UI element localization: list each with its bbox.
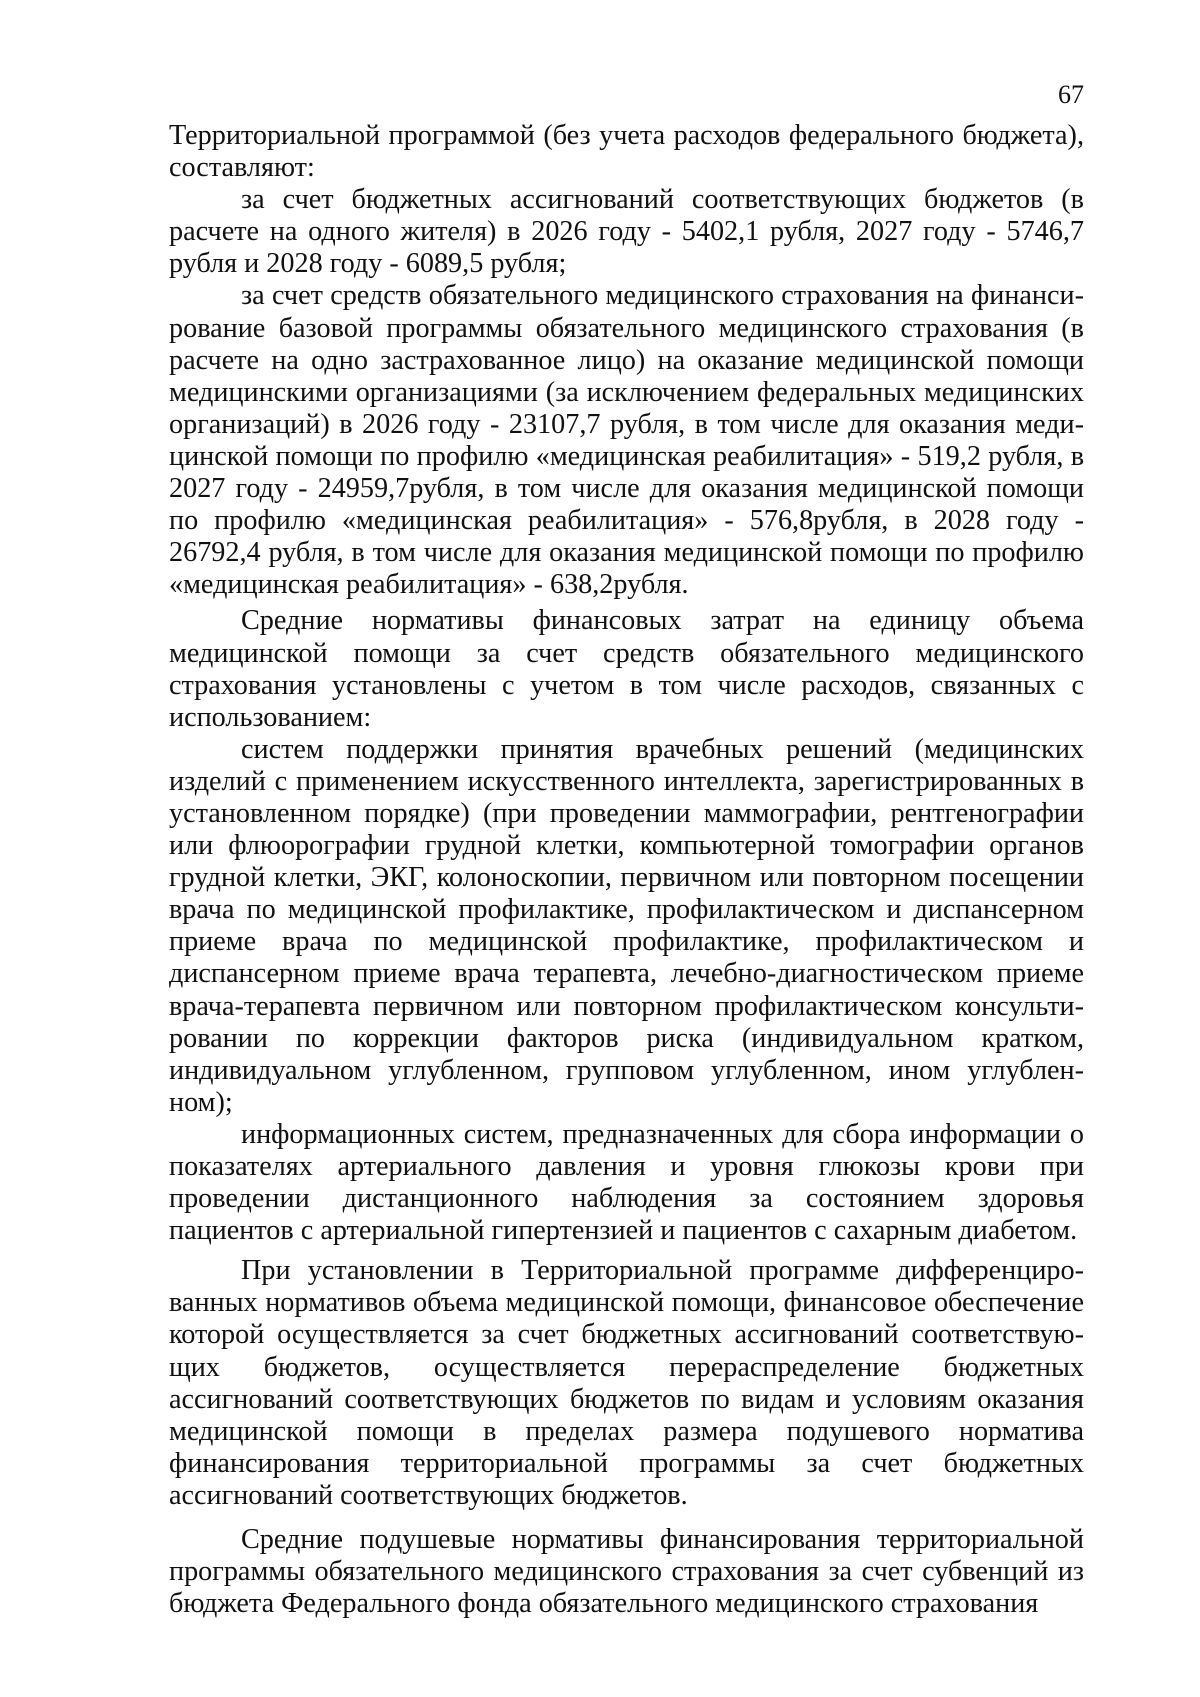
paragraph-average-standards: Средние нормативы финансовых затрат на единицу объема медицинской помощи за счет средств обязательного медицинского страхования установлены с учетом в том числе расходов, связанных с использованием:: [169, 605, 1084, 733]
paragraph-oms-funding: за счет средств обязательного медицинского страхования на финансирование базовой программы обязательного медицинского страхования (в расчете на одно застрахованное лицо) на оказание медицинской помощи медицинскими организациями (за исключением федеральных медицинских организаций) в 2026 году - 23107,7 рубля, в том числе для оказания медицинской помощи по профилю «медицинская реабилитация» - 519,2 рубля, в 2027 году - 24959,7рубля, в том числе для оказания медицинской помощи по профилю «медицинская реабилитация» - 576,8рубля, в 2028 году - 26792,4 рубля, в том числе для оказания медицинской помощи по профилю «медицинская реабилитация» - 638,2рубля.: [169, 280, 1084, 601]
paragraph-decision-support-systems: систем поддержки принятия врачебных решений (медицинских изделий с применением искусственного интеллекта, зарегистрированных в установленном порядке) (при проведении маммографии, рентгенографии или флюорографии грудной клетки, компьютерной томографии органов грудной клетки, ЭКГ, колоноскопии, первичном или повторном посещении врача по медицинской профилактике, профилактическом и диспансерном приеме врача по медицинской профилактике, профилактическом и диспансерном приеме врача терапевта, лечебно-диагностическом приеме врача-терапевта первичном или повторном профилактическом консультировании по коррекции факторов риска (индивидуальном кратком, индивидуальном углубленном, групповом углубленном, ином углубленном);: [169, 733, 1084, 1118]
paragraph-per-capita-standards: Средние подушевые нормативы финансирования территориальной программы обязательного медицинского страхования за счет субвенций из бюджета Федерального фонда обязательного медицинского страхования: [169, 1524, 1084, 1620]
paragraph-differentiated-standards: При установлении в Территориальной программе дифференцированных нормативов объема медицинской помощи, финансовое обеспечение которой осуществляется за счет бюджетных ассигнований соответствующих бюджетов, осуществляется перераспределение бюджетных ассигнований соответствующих бюджетов по видам и условиям оказания медицинской помощи в пределах размера подушевого норматива финансирования территориальной программы за счет бюджетных ассигнований соответствующих бюджетов.: [169, 1255, 1084, 1511]
document-body: [169, 120, 1084, 1620]
paragraph-information-systems: информационных систем, предназначенных для сбора информации о показателях артериального давления и уровня глюкозы крови при проведении дистанционного наблюдения за состоянием здоровья пациентов с артериальной гипертензией и пациентов с сахарным диабетом.: [169, 1118, 1084, 1247]
paragraph-continuation: Территориальной программой (без учета расходов федерального бюджета), составляют:: [169, 120, 1084, 184]
page-number: 67: [1058, 80, 1084, 109]
paragraph-budget-allocations: за счет бюджетных ассигнований соответствующих бюджетов (в расчете на одного жителя) в 2026 году - 5402,1 рубля, 2027 году - 5746,7 рубля и 2028 году - 6089,5 рубля;: [169, 184, 1084, 280]
